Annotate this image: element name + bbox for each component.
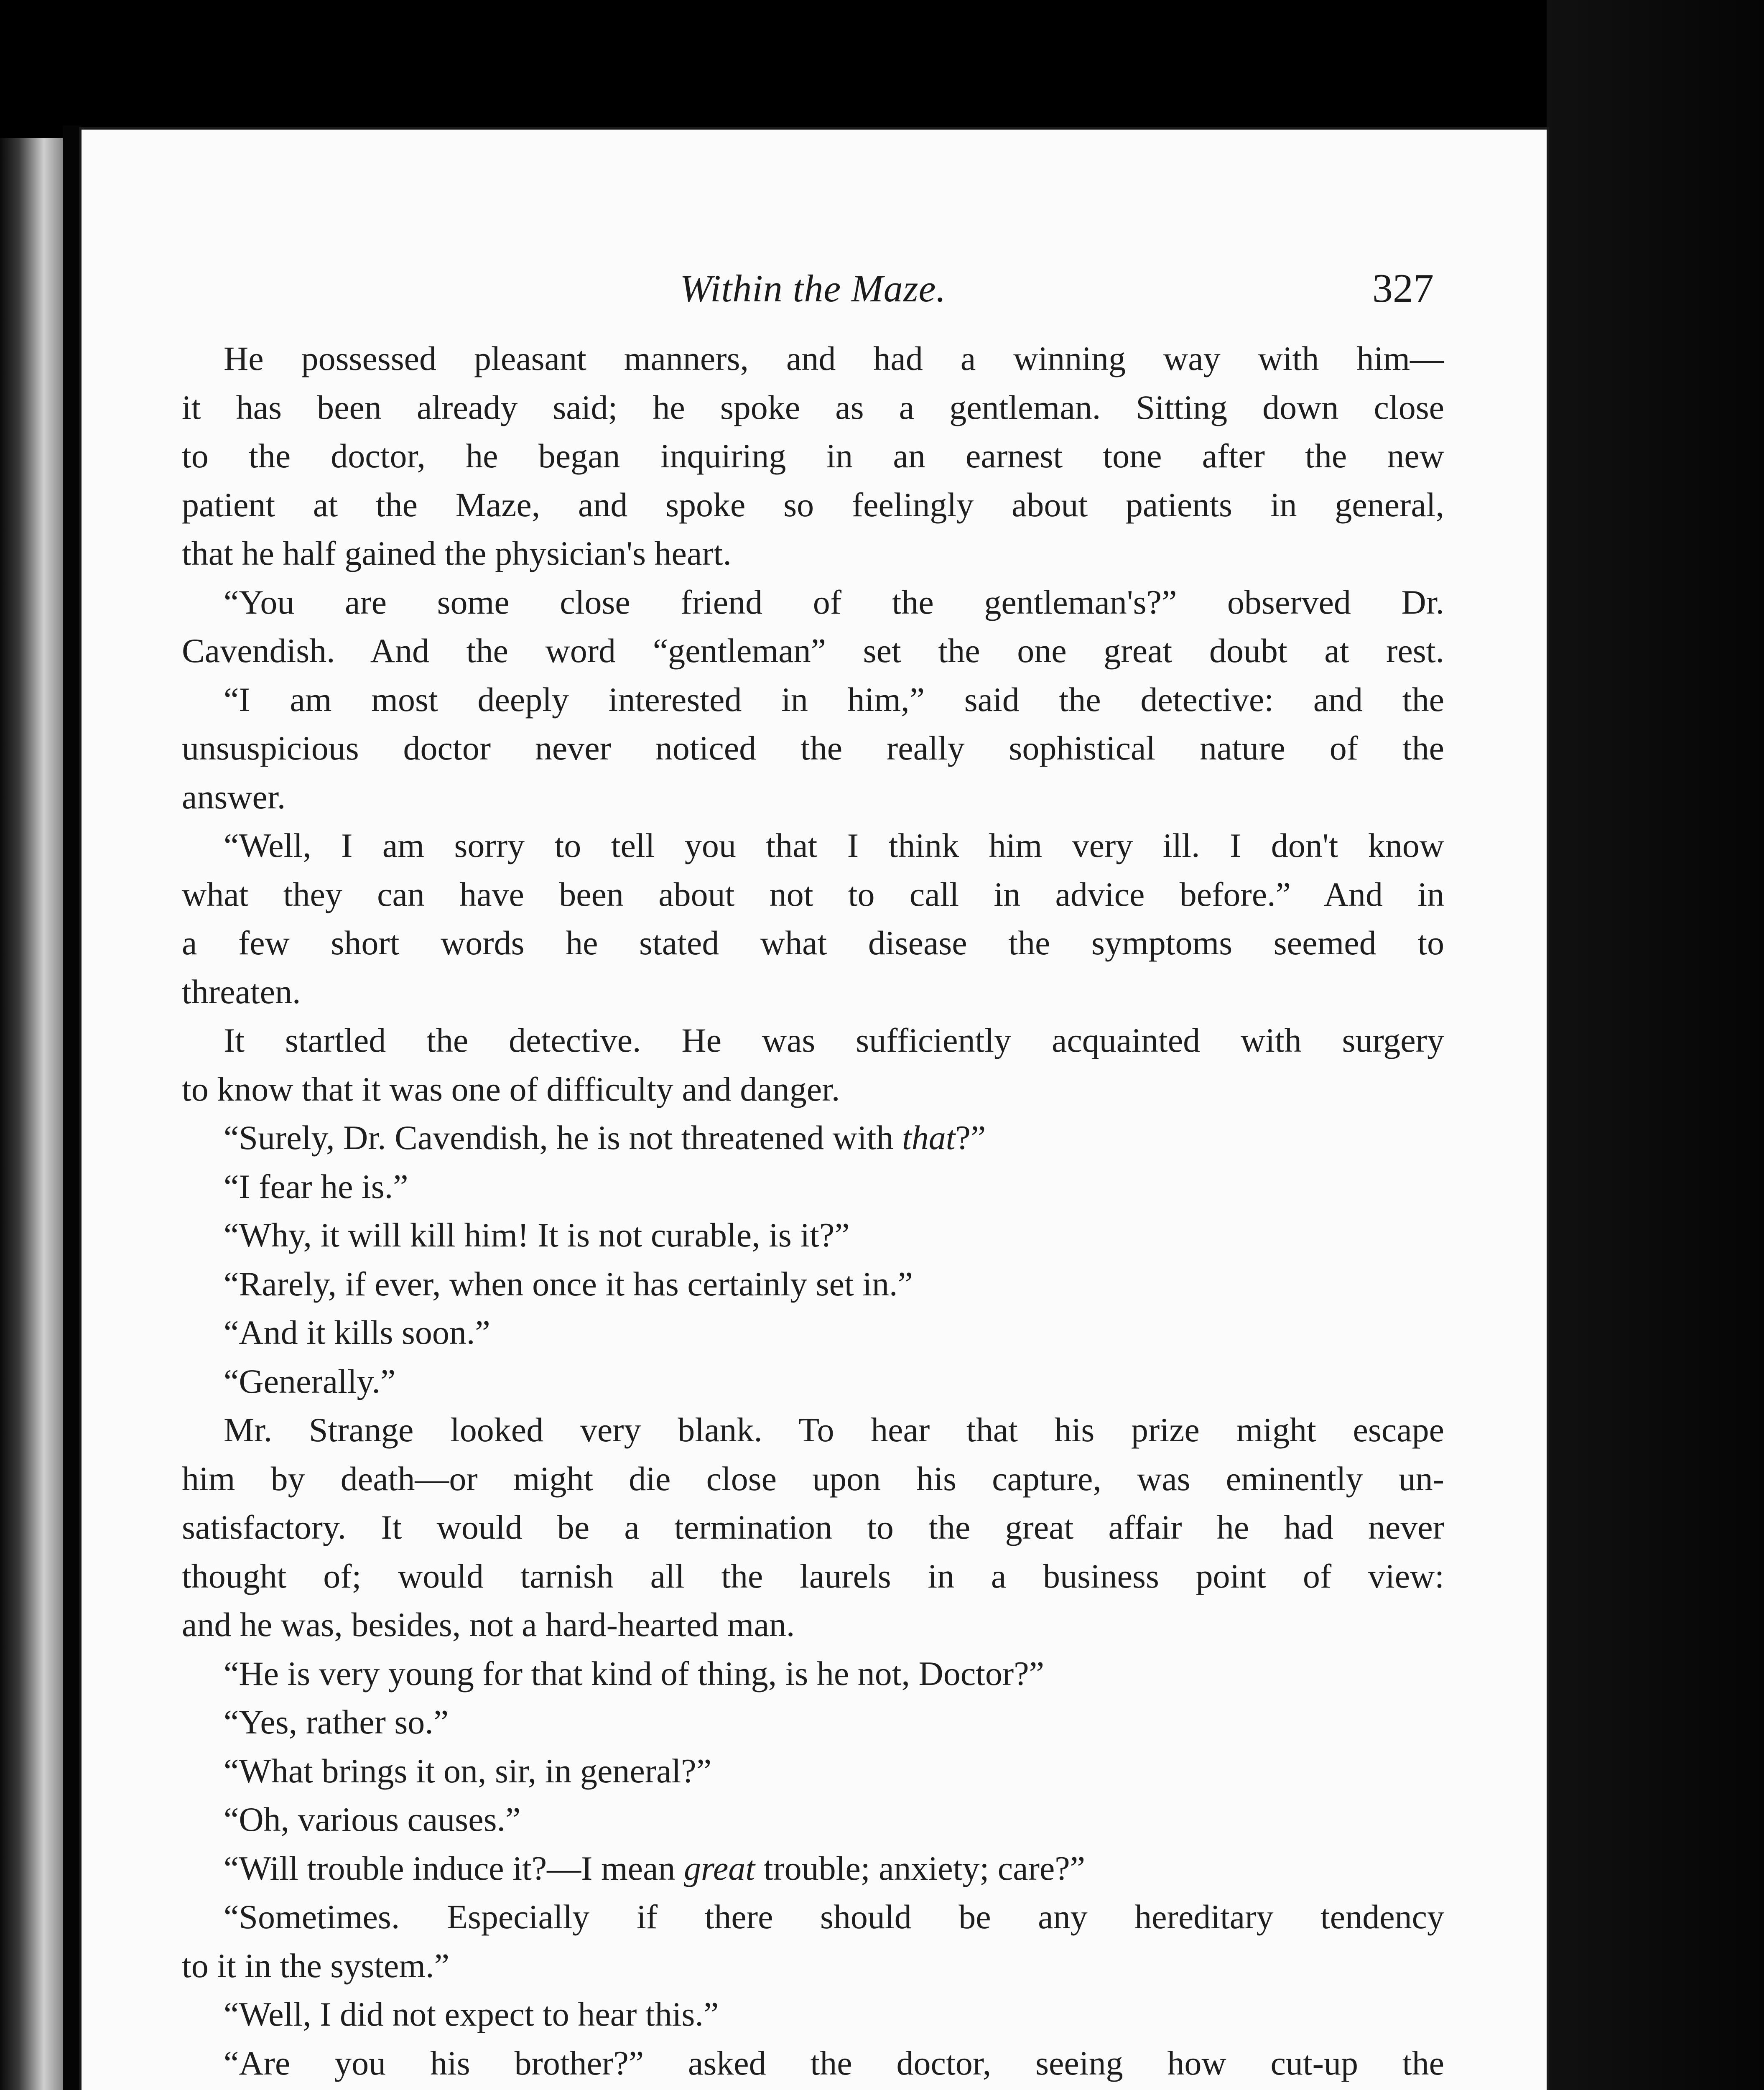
text-line [182, 2087, 1444, 2090]
text-line: thought of; would tarnish all the laurels in a business point of view: [182, 1557, 1444, 1595]
text-line: “Generally.” [224, 1362, 396, 1400]
text-line [182, 1114, 1444, 1162]
text-line: He possessed pleasant manners, and had a winning way with him— [224, 339, 1444, 377]
page-number: 327 [1372, 266, 1434, 311]
text-line: “Well, I am sorry to tell you that I think him very ill. I don't know [224, 826, 1444, 864]
text-line: to the doctor, he began inquiring in an earnest tone after the new [182, 437, 1444, 475]
body-text [182, 334, 1444, 2090]
text-line: patient at the Maze, and spoke so feelingly about patients in general, [182, 485, 1444, 524]
text-line: “Well, I did not expect to hear this.” [224, 1995, 719, 2033]
text-line: a few short words he stated what disease the symptoms seemed to [182, 924, 1444, 962]
text-line: that he half gained the physician's heart. [182, 534, 732, 572]
italic-word: that [902, 1119, 956, 1157]
text-line: answer. [182, 777, 286, 816]
text-line: “Rarely, if ever, when once it has certainly set in.” [224, 1264, 913, 1303]
text-line: “And it kills soon.” [224, 1313, 490, 1351]
text-line: and he was, besides, not a hard-hearted man. [182, 1606, 795, 1644]
adjacent-page-edge [0, 138, 63, 2090]
text-line-end: trouble; anxiety; care?” [755, 1849, 1086, 1887]
text-line: to know that it was one of difficulty and danger. [182, 1070, 840, 1108]
text-line: “Oh, various causes.” [224, 1800, 521, 1838]
text-line: “Sometimes. Especially if there should be any hereditary tendency [224, 1898, 1444, 1936]
text-line: Mr. Strange looked very blank. To hear that his prize might escape [224, 1411, 1444, 1449]
text-line: “I am most deeply interested in him,” said the detective: and the [224, 680, 1444, 719]
text-line: to it in the system.” [182, 1946, 449, 1985]
text-line [182, 1844, 1444, 1893]
background-dark-edge [1547, 0, 1764, 2090]
text-line: “Are you his brother?” asked the doctor, seeing how cut-up the [224, 2044, 1444, 2082]
text-line: him by death—or might die close upon his capture, was eminently un- [182, 1459, 1444, 1498]
text-line: Cavendish. And the word “gentleman” set the one great doubt at rest. [182, 632, 1444, 670]
text-line: unsuspicious doctor never noticed the really sophistical nature of the [182, 729, 1444, 767]
text-line-start: “Surely, Dr. Cavendish, he is not threatened with [224, 1119, 894, 1157]
text-line: it has been already said; he spoke as a gentleman. Sitting down close [182, 388, 1444, 426]
text-line: “Why, it will kill him! It is not curable, is it?” [224, 1216, 850, 1254]
text-line-start: “Will trouble induce it?—I mean [224, 1849, 676, 1887]
book-gutter [63, 125, 82, 2090]
book-page [82, 130, 1547, 2090]
text-line: what they can have been about not to call in advice before.” And in [182, 875, 1444, 913]
text-line: “What brings it on, sir, in general?” [224, 1751, 712, 1790]
text-line: satisfactory. It would be a termination to the great affair he had never [182, 1508, 1444, 1546]
text-line: It startled the detective. He was sufficiently acquainted with surgery [224, 1021, 1444, 1059]
italic-word: great [684, 1849, 755, 1887]
text-line: “He is very young for that kind of thing, is he not, Doctor?” [224, 1654, 1044, 1692]
text-line-end: ?” [955, 1119, 986, 1157]
text-line: threaten. [182, 972, 301, 1011]
running-head [192, 261, 1434, 316]
running-title: Within the Maze. [680, 267, 946, 310]
text-line: “I fear he is.” [224, 1167, 408, 1206]
text-line: “Yes, rather so.” [224, 1703, 449, 1741]
text-line: “You are some close friend of the gentleman's?” observed Dr. [224, 583, 1444, 621]
